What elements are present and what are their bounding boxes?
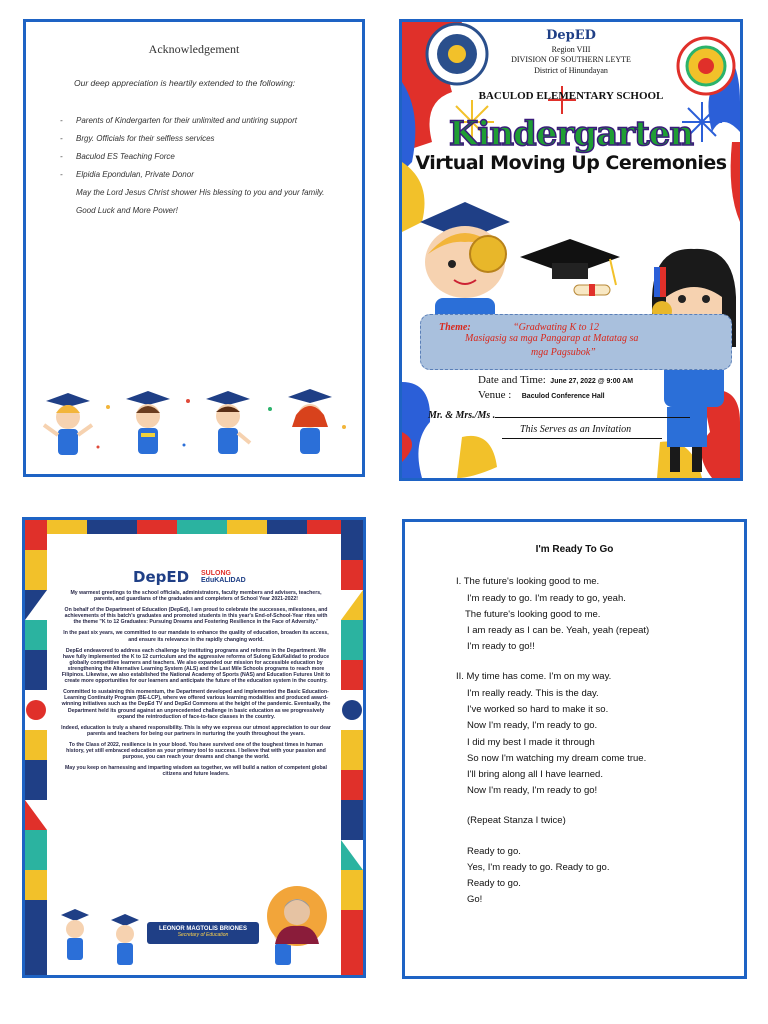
- graduate-kid-3: [206, 391, 250, 454]
- ceremony-title: Virtual Moving Up Ceremonies: [415, 152, 727, 174]
- lyric-line: I'm really ready. This is the day.: [467, 688, 599, 699]
- list-item: - Brgy. Officials for their selfless services: [60, 134, 215, 143]
- signatory-name: LEONOR MAGTOLIS BRIONES: [159, 926, 247, 932]
- message-paragraph: My warmest greetings to the school officials, administrators, faculty members and advisers, teachers, parents, and guardians of the graduates and completers of School Year 2021-2022!: [70, 590, 322, 603]
- right-border-pattern: [341, 520, 363, 975]
- repeat-instruction: (Repeat Stanza I twice): [467, 815, 566, 826]
- top-border-pattern: [47, 520, 341, 534]
- district-text: District of Hinundayan: [534, 66, 608, 75]
- theme-label: Theme:: [439, 322, 471, 333]
- date-label: Date and Time:: [478, 374, 546, 386]
- signatory-banner: [147, 922, 259, 944]
- lyric-line: I. The future's looking good to me.: [456, 576, 600, 587]
- lyric-line: Ready to go.: [467, 846, 521, 857]
- closing-text: Good Luck and More Power!: [76, 206, 178, 215]
- list-item: - Parents of Kindergarten for their unlimited and untiring support: [60, 116, 298, 125]
- lyric-line: I'm ready to go!!: [467, 641, 535, 652]
- blessing-text: May the Lord Jesus Christ shower His blessing to you and your family.: [76, 188, 325, 197]
- theme-line-3: mga Pagsubok”: [531, 347, 596, 358]
- lyric-line: Now I'm ready, I'm ready to go.: [467, 720, 598, 731]
- lyric-line: II. My time has come. I'm on my way.: [456, 671, 612, 682]
- graduate-kids-illustration: [38, 387, 358, 467]
- lyric-line: I am ready as I can be. Yeah, yeah (repeat): [467, 625, 650, 636]
- date-value: June 27, 2022 @ 9:00 AM: [550, 378, 634, 385]
- venue-value: Baculod Conference Hall: [521, 393, 605, 400]
- acknowledgement-list: [60, 116, 360, 188]
- graduate-kid-2: [126, 391, 170, 454]
- lyric-line: I did my best I made it through: [467, 737, 595, 748]
- signatory-role: Secretary of Education: [177, 932, 229, 938]
- divider: [502, 438, 662, 439]
- lyric-line: I'll bring along all I have learned.: [467, 769, 603, 780]
- sulong-logo: SULONG EduKALIDAD: [201, 570, 246, 584]
- kindergarten-headline: Kindergarten: [448, 114, 694, 154]
- serves-invitation-text: This Serves as an Invitation: [520, 424, 632, 435]
- lyric-line: Ready to go.: [467, 878, 521, 889]
- song-lyrics-page: [402, 519, 747, 979]
- invitation-page: [399, 19, 743, 481]
- deped-logo: DepED: [133, 568, 190, 586]
- message-paragraph: May you keep on harnessing and imparting wisdom as together, we will build a nation of competent global citizens and future leaders.: [64, 765, 327, 778]
- message-body: [61, 590, 331, 782]
- school-name: BACULOD ELEMENTARY SCHOOL: [478, 90, 664, 102]
- message-paragraph: In the past six years, we committed to our mandate to enhance the quality of education, broaden its access, and ensure its relevance in the rapidly changing world.: [63, 630, 329, 643]
- salutation-line: Mr. & Mrs./Ms .: [428, 410, 690, 421]
- acknowledgement-page: [23, 19, 365, 477]
- lyric-line: I'm ready to go. I'm ready to go, yeah.: [467, 593, 626, 604]
- division-text: DIVISION OF SOUTHERN LEYTE: [511, 55, 631, 64]
- venue-label: Venue :: [478, 389, 512, 401]
- lyric-line: The future's looking good to me.: [465, 609, 601, 620]
- message-paragraph: Indeed, education is truly a shared responsibility. This is why we express our utmost appreciation to our dear parents and teachers for being our partners in nurturing the youth throughout the years.: [61, 724, 331, 737]
- left-border-pattern: [25, 520, 47, 975]
- lyric-line: Yes, I'm ready to go. Ready to go.: [467, 862, 610, 873]
- theme-line-1: “Gradwating K to 12: [513, 322, 599, 333]
- lyric-line: Go!: [467, 894, 483, 905]
- message-paragraph: DepEd endeavored to address each challenge by instituting programs and reforms in the Department. We have fully implemented the K to 12 curriculum and the aggressive reforms of Sulong EduKalidad to produce globally competitive learners and teachers. We also expanded our mission for accessible education by strengthening the Alternative Learning System (ALS) and the Last Mile Schools programs to reach more Filipinos. Likewise, we also established the National Academy of Sports (NAS) and Education Futures Unit to create more opportunities for our learners and anticipate the future of the education system in the country.: [61, 647, 331, 685]
- deped-logo-text: DepED: [546, 28, 596, 43]
- message-paragraph: To the Class of 2022, resilience is in your blood. You have survived one of the toughest times in human history, yet still embraced education as your primary tool to success. I believe that with your passion and purpose, you can reach your dreams and change the world.: [66, 741, 326, 761]
- venue-row: [478, 385, 605, 403]
- region-text: Region VIII: [551, 45, 591, 54]
- lyric-line: Now I'm ready, I'm ready to go!: [467, 785, 598, 796]
- deped-message-page: [22, 517, 366, 978]
- acknowledgement-title: Acknowledgement: [148, 42, 240, 56]
- graduate-kid-4: [288, 389, 332, 454]
- diploma-icon: [574, 284, 610, 296]
- song-title: I'm Ready To Go: [535, 544, 614, 555]
- secretary-portrait: [267, 886, 327, 946]
- message-paragraph: Committed to sustaining this momentum, the Department developed and implemented the Basic Education-Learning Continuity Program (BE-LCP), where we offered various learning modalities and produced award-winning initiatives such as the DepEd TV and DepEd Commons at the height of the pandemic. Eventually, the Department held its ground against an unprecedented challenge in basic education as we progressively expand the reintroduction of face-to-face classes in the country.: [61, 689, 331, 720]
- graduate-kid-1: [44, 393, 92, 455]
- list-item: - Baculod ES Teaching Force: [60, 152, 175, 161]
- theme-line-2: Masigasig sa mga Pangarap at Matatag sa: [465, 333, 639, 344]
- theme-box: [420, 314, 732, 370]
- acknowledgement-intro: Our deep appreciation is heartily extended to the following:: [74, 78, 296, 88]
- lyric-line: I've worked so hard to make it so.: [467, 704, 609, 715]
- message-paragraph: On behalf of the Department of Education (DepEd), I am proud to celebrate the successes, milestones, and achievements of this batch's graduates and promoted students in this year's End-of-School-Year rites with the theme "K to 12 Graduates: Pursuing Dreams and Fostering Resilience in the Face of Adversity.": [64, 607, 328, 626]
- list-item: - Elpidia Epondulan, Private Donor: [60, 170, 194, 179]
- lyric-line: So now I'm watching my dream come true.: [467, 753, 647, 764]
